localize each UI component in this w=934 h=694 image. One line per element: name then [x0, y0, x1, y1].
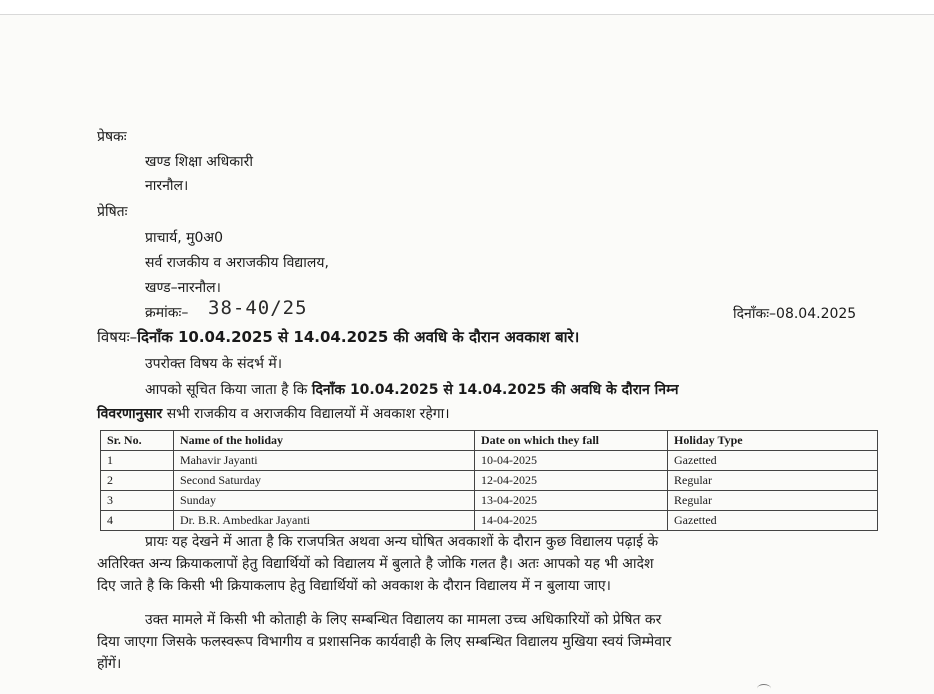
- sender-label: प्रेषकः: [97, 129, 127, 145]
- paragraph-1-rest: सभी राजकीय व अराजकीय विद्यालयों में अवकाश रहेगा।: [166, 406, 450, 422]
- subject-line: [97, 328, 579, 346]
- column-header: Name of the holiday: [174, 431, 475, 451]
- table-cell: 1: [101, 451, 174, 471]
- column-header: Holiday Type: [668, 431, 878, 451]
- reference-label: क्रमांकः–: [145, 305, 189, 321]
- table-cell: Gazetted: [668, 451, 878, 471]
- table-row: [101, 471, 878, 491]
- recipient-label: प्रेषितः: [97, 204, 128, 220]
- table-cell: 12-04-2025: [475, 471, 668, 491]
- table-cell: Second Saturday: [174, 471, 475, 491]
- recipient-line-3: खण्ड–नारनौल।: [145, 280, 221, 296]
- paragraph-3: [97, 609, 877, 675]
- paragraph-2-line-2: अतिरिक्त अन्य क्रियाकलापों हेतु विद्यार्थियों को विद्यालय में बुलाते है जोकि गलत है। अतः आपको यह भी आदेश: [97, 556, 654, 572]
- table-header-row: [101, 431, 878, 451]
- table-cell: 14-04-2025: [475, 511, 668, 531]
- table-row: [101, 491, 878, 511]
- paragraph-2: [97, 531, 877, 597]
- table-cell: Regular: [668, 471, 878, 491]
- table-cell: Mahavir Jayanti: [174, 451, 475, 471]
- signature-mark: [757, 684, 771, 693]
- table-cell: 4: [101, 511, 174, 531]
- sender-line-1: खण्ड शिक्षा अधिकारी: [145, 154, 253, 170]
- paragraph-1-line-1: [145, 381, 679, 399]
- table-row: [101, 511, 878, 531]
- paragraph-1-lead: आपको सूचित किया जाता है कि: [145, 382, 308, 398]
- letter-date: दिनाँकः–08.04.2025: [733, 306, 857, 322]
- paragraph-1-bold: दिनाँक 10.04.2025 से 14.04.2025 की अवधि के दौरान निम्न: [311, 382, 679, 398]
- paragraph-2-line-1: प्रायः यह देखने में आता है कि राजपत्रित अथवा अन्य घोषित अवकाशों के दौरान कुछ विद्यालय पढ़ाई के: [145, 534, 659, 550]
- table-cell: Gazetted: [668, 511, 878, 531]
- table-row: [101, 451, 878, 471]
- subject-text: दिनाँक 10.04.2025 से 14.04.2025 की अवधि के दौरान अवकाश बारे।: [137, 328, 580, 346]
- holiday-table: [100, 430, 878, 531]
- column-header: Sr. No.: [101, 431, 174, 451]
- table-cell: 10-04-2025: [475, 451, 668, 471]
- table-cell: 13-04-2025: [475, 491, 668, 511]
- paragraph-3-line-1: उक्त मामले में किसी भी कोताही के लिए सम्बन्धित विद्यालय का मामला उच्च अधिकारियों को प्रेषित कर: [145, 612, 662, 628]
- table-cell: 3: [101, 491, 174, 511]
- sender-line-2: नारनौल।: [145, 178, 189, 194]
- window-top-edge: [0, 0, 934, 15]
- recipient-line-2: सर्व राजकीय व अराजकीय विद्यालय,: [145, 255, 329, 271]
- paragraph-3-line-2: दिया जाएगा जिसके फलस्वरूप विभागीय व प्रशासनिक कार्यवाही के लिए सम्बन्धित विद्यालय मुखिया स्वयं जिम्मेवार: [97, 634, 672, 650]
- column-header: Date on which they fall: [475, 431, 668, 451]
- intro-line: उपरोक्त विषय के संदर्भ में।: [145, 356, 283, 372]
- table-cell: Regular: [668, 491, 878, 511]
- paragraph-1-line-2: [97, 405, 450, 423]
- paragraph-3-line-3: होंगें।: [97, 656, 122, 672]
- reference-number-handwritten: 38-40/25: [208, 297, 308, 319]
- table-cell: 2: [101, 471, 174, 491]
- paragraph-2-line-3: दिए जाते है कि किसी भी क्रियाकलाप हेतु विद्यार्थियों को अवकाश के दौरान विद्यालय में न बुलाया जाए।: [97, 578, 611, 594]
- subject-prefix: विषयः–: [97, 328, 138, 346]
- recipient-line-1: प्राचार्य, मु0अ0: [145, 230, 224, 246]
- table-cell: Dr. B.R. Ambedkar Jayanti: [174, 511, 475, 531]
- table-cell: Sunday: [174, 491, 475, 511]
- paragraph-1-bold-2: विवरणानुसार: [97, 406, 163, 422]
